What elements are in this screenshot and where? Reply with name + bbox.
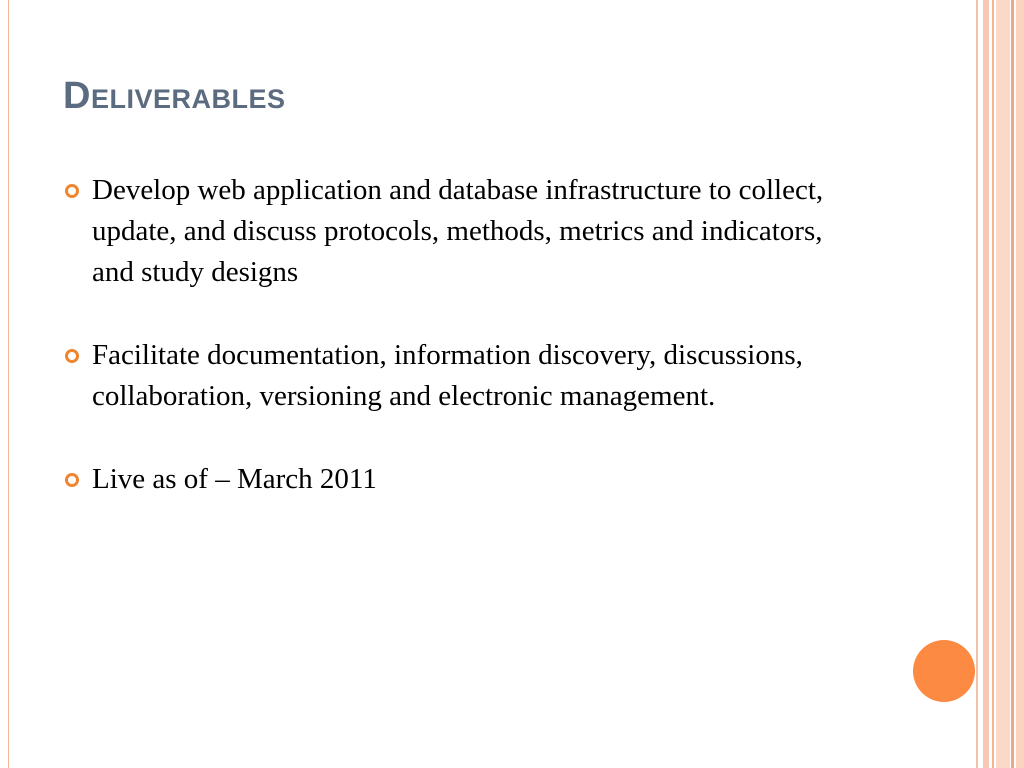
bullet-text: Live as of – March 2011 [92, 463, 377, 495]
bullet-text: Facilitate documentation, information discovery, discussions, collaboration, versioning and electronic management. [92, 339, 803, 412]
right-stripe [1016, 0, 1024, 768]
ring-bullet-icon [65, 184, 79, 198]
right-stripe [983, 0, 989, 768]
right-stripe [1011, 0, 1014, 768]
bullet-item [62, 459, 862, 500]
ring-bullet-icon [65, 473, 79, 487]
right-stripe [976, 0, 978, 768]
slide-title: Deliverables [63, 75, 286, 117]
right-stripe [992, 0, 994, 768]
right-stripe [996, 0, 1010, 768]
bullet-list [62, 170, 862, 542]
bullet-text: Develop web application and database infrastructure to collect, update, and discuss protocols, methods, metrics and indicators, and study designs [92, 174, 824, 288]
orange-circle-decoration [913, 640, 975, 702]
bullet-item [62, 335, 892, 417]
left-border-line [8, 0, 9, 768]
bullet-item [62, 170, 862, 293]
ring-bullet-icon [65, 349, 79, 363]
